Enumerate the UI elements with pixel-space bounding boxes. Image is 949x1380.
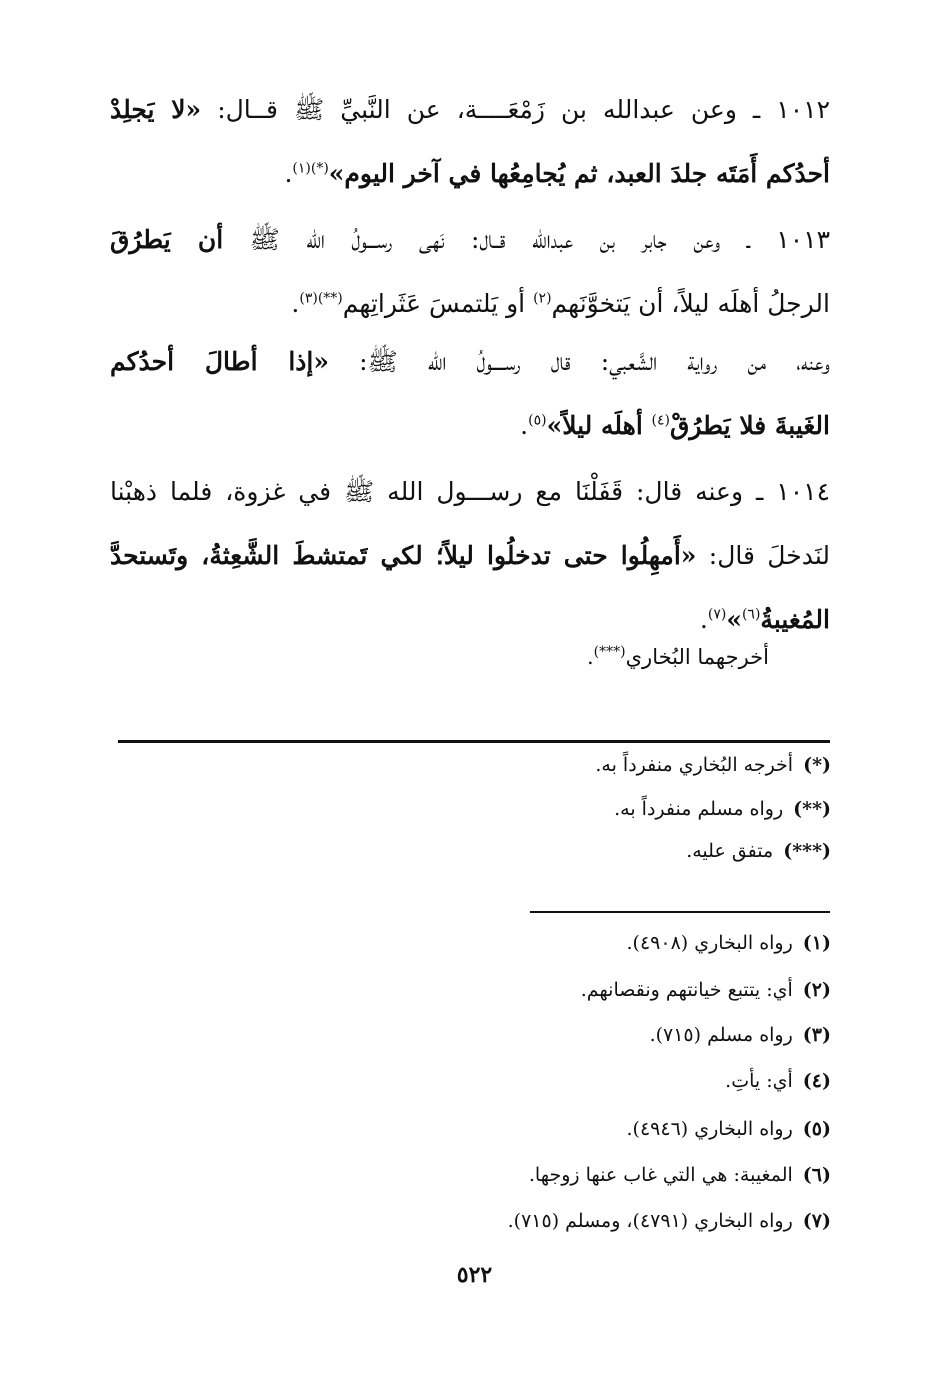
footnote-text: أي: يأتِ.	[725, 1070, 793, 1092]
hadith-1013	[110, 208, 830, 336]
footnote-1	[111, 930, 831, 956]
footnote-7	[111, 1208, 831, 1234]
footnote-short-separator	[530, 911, 830, 913]
footnote-text: رواه البخاري (٤٧٩١)، ومسلم (٧١٥).	[507, 1210, 793, 1232]
period: .	[520, 411, 529, 440]
footnote-number: (٥)	[802, 1118, 831, 1140]
footnote-6	[111, 1162, 831, 1188]
footnote-ref: (٦)	[741, 606, 761, 623]
star-note-text: متفق عليه.	[686, 840, 774, 862]
star-note-mark: (**)	[793, 798, 831, 820]
hadith-1013-text-2: أو يَلتمسَ عَثَراتِهم	[342, 289, 534, 318]
footnote-ref: (٤)	[651, 412, 670, 429]
footnote-text: المغيبة: هي التي غاب عنها زوجها.	[528, 1164, 793, 1186]
period: .	[284, 159, 293, 188]
hadith-1014-line2	[110, 524, 830, 588]
footnote-number: (٧)	[802, 1210, 831, 1232]
hadith-1013-line2	[110, 272, 830, 336]
footnote-number: (٢)	[802, 979, 831, 1001]
hadith-1013-text: الرجلُ أهلَه ليلاً، أن يَتخوَّنَهم	[551, 289, 830, 318]
footnote-number: (١)	[802, 932, 831, 954]
footnote-text: رواه البخاري (٤٩٤٦).	[626, 1118, 793, 1140]
hadith-1013-quote-start: أن يَطرُقَ	[110, 225, 224, 254]
footnote-separator	[118, 740, 830, 743]
footnote-ref: (**)(٣)	[299, 290, 343, 307]
footnote-text: رواه البخاري (٤٩٠٨).	[626, 932, 793, 954]
star-note-text: أخرجه البُخاري منفرداً به.	[595, 754, 794, 776]
period: .	[699, 605, 708, 634]
page-number: ٥٢٢	[456, 1262, 493, 1288]
star-note-mark: (*)	[803, 754, 831, 776]
hadith-1014-quote-end: المُغيبةُ	[760, 605, 830, 634]
footnote-ref: (٧)	[707, 606, 727, 623]
footnote-text: أي: يتتبع خيانتهم ونقصانهم.	[580, 979, 793, 1001]
footnote-ref: (*)(١)	[292, 160, 329, 177]
hadith-1012-quote-start: «لا يَجلِدْ	[110, 95, 202, 124]
narration-shaabi-quote: الغَيبةَ فلا يَطرُقْ	[669, 411, 830, 440]
hadith-1014-line3	[110, 588, 830, 652]
footnote-number: (٤)	[802, 1070, 831, 1092]
hadith-1014-said: لنَدخلَ قال:	[708, 541, 830, 570]
footnote-number: (٣)	[802, 1024, 831, 1046]
narration-shaabi	[110, 330, 830, 458]
hadith-1014-line1	[110, 460, 830, 524]
source-attribution	[369, 645, 769, 669]
narration-shaabi-quote-start: «إذا أطالَ أحدُكم	[110, 347, 329, 376]
hadith-1014-quote: «أَمهِلُوا حتى تدخلُوا ليلاً؛ لكي تَمتشطَ الشَّعِثةُ، وتَستحدَّ	[110, 541, 697, 570]
star-note-3	[111, 838, 831, 864]
hadith-1013-line1	[110, 208, 830, 272]
narration-shaabi-line1	[110, 330, 830, 394]
footnote-ref: (***)	[593, 644, 626, 660]
star-note-1	[111, 752, 831, 778]
hadith-1012-line1	[110, 78, 830, 142]
hadith-1012	[110, 78, 830, 206]
hadith-1012-intro: ١٠١٢ ـ وعن عبدالله بن زَمْعَــــة، عن النَّبيِّ ﷺ قــال:	[217, 95, 830, 124]
footnote-2	[111, 977, 831, 1003]
footnote-ref: (٢)	[533, 290, 552, 307]
hadith-1014	[110, 460, 830, 652]
hadith-1012-line2	[110, 142, 830, 206]
hadith-1014-intro: ١٠١٤ ـ وعنه قال: قَفَلْنَا مع رســـول الله ﷺ في غزوة، فلما ذهبْنا	[110, 477, 830, 506]
footnote-4	[111, 1068, 831, 1094]
closing-quote: »	[726, 605, 742, 634]
footnote-number: (٦)	[802, 1164, 831, 1186]
source-attribution-text: أخرجهما البُخاري	[625, 645, 769, 669]
hadith-1013-intro: ١٠١٣ ـ وعن جابر بن عبدالله قــال: نَهى رســـولُ الله ﷺ	[249, 225, 831, 254]
footnote-3	[111, 1022, 831, 1048]
star-note-mark: (***)	[783, 840, 831, 862]
narration-shaabi-line2	[110, 394, 830, 458]
star-note-2	[111, 796, 831, 822]
period: .	[586, 645, 594, 669]
footnote-5	[111, 1116, 831, 1142]
narration-shaabi-quote-2: أهلَه ليلاً»	[546, 411, 652, 440]
narration-shaabi-intro: وعنه، من رواية الشَّعبي: قال رســــولُ الله ﷺ:	[359, 347, 830, 376]
footnote-text: رواه مسلم (٧١٥).	[649, 1024, 793, 1046]
star-note-text: رواه مسلم منفرداً به.	[614, 798, 784, 820]
hadith-1012-quote: أحدُكم أَمَتَه جلدَ العبد، ثم يُجامِعُها في آخر اليوم»	[328, 159, 830, 188]
footnote-ref: (٥)	[528, 412, 547, 429]
period: .	[291, 289, 300, 318]
